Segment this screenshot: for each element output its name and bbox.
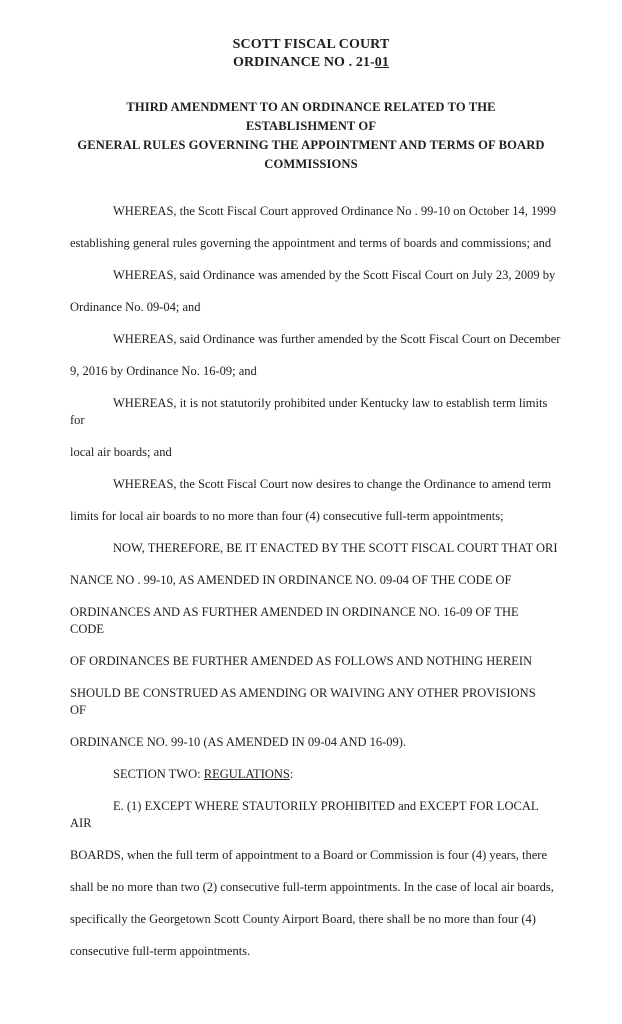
underlined-text: REGULATIONS — [203, 767, 290, 781]
line-text: WHEREAS, it is not statutorily prohibited under Kentucky law to establish term limits — [113, 396, 548, 410]
document-line — [70, 203, 556, 220]
line-text: SHOULD BE CONSTRUED AS AMENDING OR WAIVING ANY OTHER PROVISIONS — [70, 686, 536, 700]
line-text: BOARDS, when the full term of appointment to a Board or Commission is four (4) years, there — [70, 848, 548, 862]
document-line — [70, 653, 552, 670]
document-title — [70, 36, 552, 72]
document-line — [70, 911, 552, 928]
document-line — [70, 798, 552, 815]
document-line — [70, 734, 552, 751]
document-line — [70, 847, 552, 864]
document-line — [70, 943, 552, 960]
line-text: specifically the Georgetown Scott County Airport Board, there shall be no more than four (4) — [70, 912, 536, 926]
document-body — [70, 203, 561, 960]
court-name: SCOTT FISCAL COURT — [232, 37, 390, 52]
line-text: for — [70, 413, 85, 427]
line-text: WHEREAS, the Scott Fiscal Court now desires to change the Ordinance to amend term — [113, 477, 552, 491]
line-text: E. (1) EXCEPT WHERE STAUTORILY PROHIBITED and EXCEPT FOR LOCAL — [113, 799, 539, 813]
line-text: 9, 2016 by Ordinance No. 16-09; and — [70, 364, 257, 378]
document-line — [70, 540, 558, 557]
line-text: OF — [70, 703, 86, 717]
line-text: CODE — [70, 622, 105, 636]
document-line — [70, 879, 552, 896]
document-line — [70, 685, 552, 702]
document-line — [70, 572, 552, 589]
document-line — [70, 331, 561, 348]
line-text: WHEREAS, said Ordinance was amended by the Scott Fiscal Court on July 23, 2009 by — [113, 268, 556, 282]
line-text: consecutive full-term appointments. — [70, 944, 251, 958]
line-text: shall be no more than two (2) consecutive full-term appointments. In the case of local air boards, — [70, 880, 554, 894]
document-line — [70, 604, 552, 621]
line-text: NANCE NO . 99-10, AS AMENDED IN ORDINANCE NO. 09-04 OF THE CODE OF — [70, 573, 512, 587]
ordinance-number-underlined: 01 — [374, 55, 389, 70]
document-line — [70, 702, 552, 719]
line-text: ORDINANCES AND AS FURTHER AMENDED IN ORDINANCE NO. 16-09 OF THE — [70, 605, 519, 619]
line-text: WHEREAS, said Ordinance was further amended by the Scott Fiscal Court on December — [113, 332, 561, 346]
document-line — [70, 299, 552, 316]
heading-line: COMMISSIONS — [264, 157, 358, 171]
document-line — [70, 363, 552, 380]
ordinance-number-prefix: ORDINANCE NO . 21- — [232, 55, 375, 70]
document-line — [70, 815, 552, 832]
heading-line: GENERAL RULES GOVERNING THE APPOINTMENT AND TERMS OF BOARD — [77, 138, 545, 152]
document-line — [70, 476, 552, 493]
document-heading — [70, 98, 552, 174]
document-line — [70, 412, 552, 429]
document-line — [70, 395, 552, 412]
document-line — [70, 267, 556, 284]
document-line — [70, 235, 552, 252]
line-text: local air boards; and — [70, 445, 172, 459]
line-text: NOW, THEREFORE, BE IT ENACTED BY THE SCOTT FISCAL COURT THAT ORI — [113, 541, 558, 555]
document-line — [70, 444, 552, 461]
line-text: establishing general rules governing the appointment and terms of boards and commissions; and — [70, 236, 552, 250]
ordinance-number — [70, 54, 552, 72]
line-text: SECTION TWO: — [113, 767, 204, 781]
document-line — [70, 766, 552, 783]
line-text: OF ORDINANCES BE FURTHER AMENDED AS FOLLOWS AND NOTHING HEREIN — [70, 654, 533, 668]
line-text: : — [289, 767, 294, 781]
heading-line: THIRD AMENDMENT TO AN ORDINANCE RELATED TO THE ESTABLISHMENT OF — [126, 100, 496, 133]
line-text: AIR — [70, 816, 92, 830]
line-text: ORDINANCE NO. 99-10 (AS AMENDED IN 09-04 AND 16-09). — [70, 735, 407, 749]
line-text: WHEREAS, the Scott Fiscal Court approved Ordinance No . 99-10 on October 14, 1999 — [113, 204, 556, 218]
line-text: Ordinance No. 09-04; and — [70, 300, 201, 314]
document-line — [70, 508, 552, 525]
document-line — [70, 621, 552, 638]
line-text: limits for local air boards to no more than four (4) consecutive full-term appointments; — [70, 509, 504, 523]
